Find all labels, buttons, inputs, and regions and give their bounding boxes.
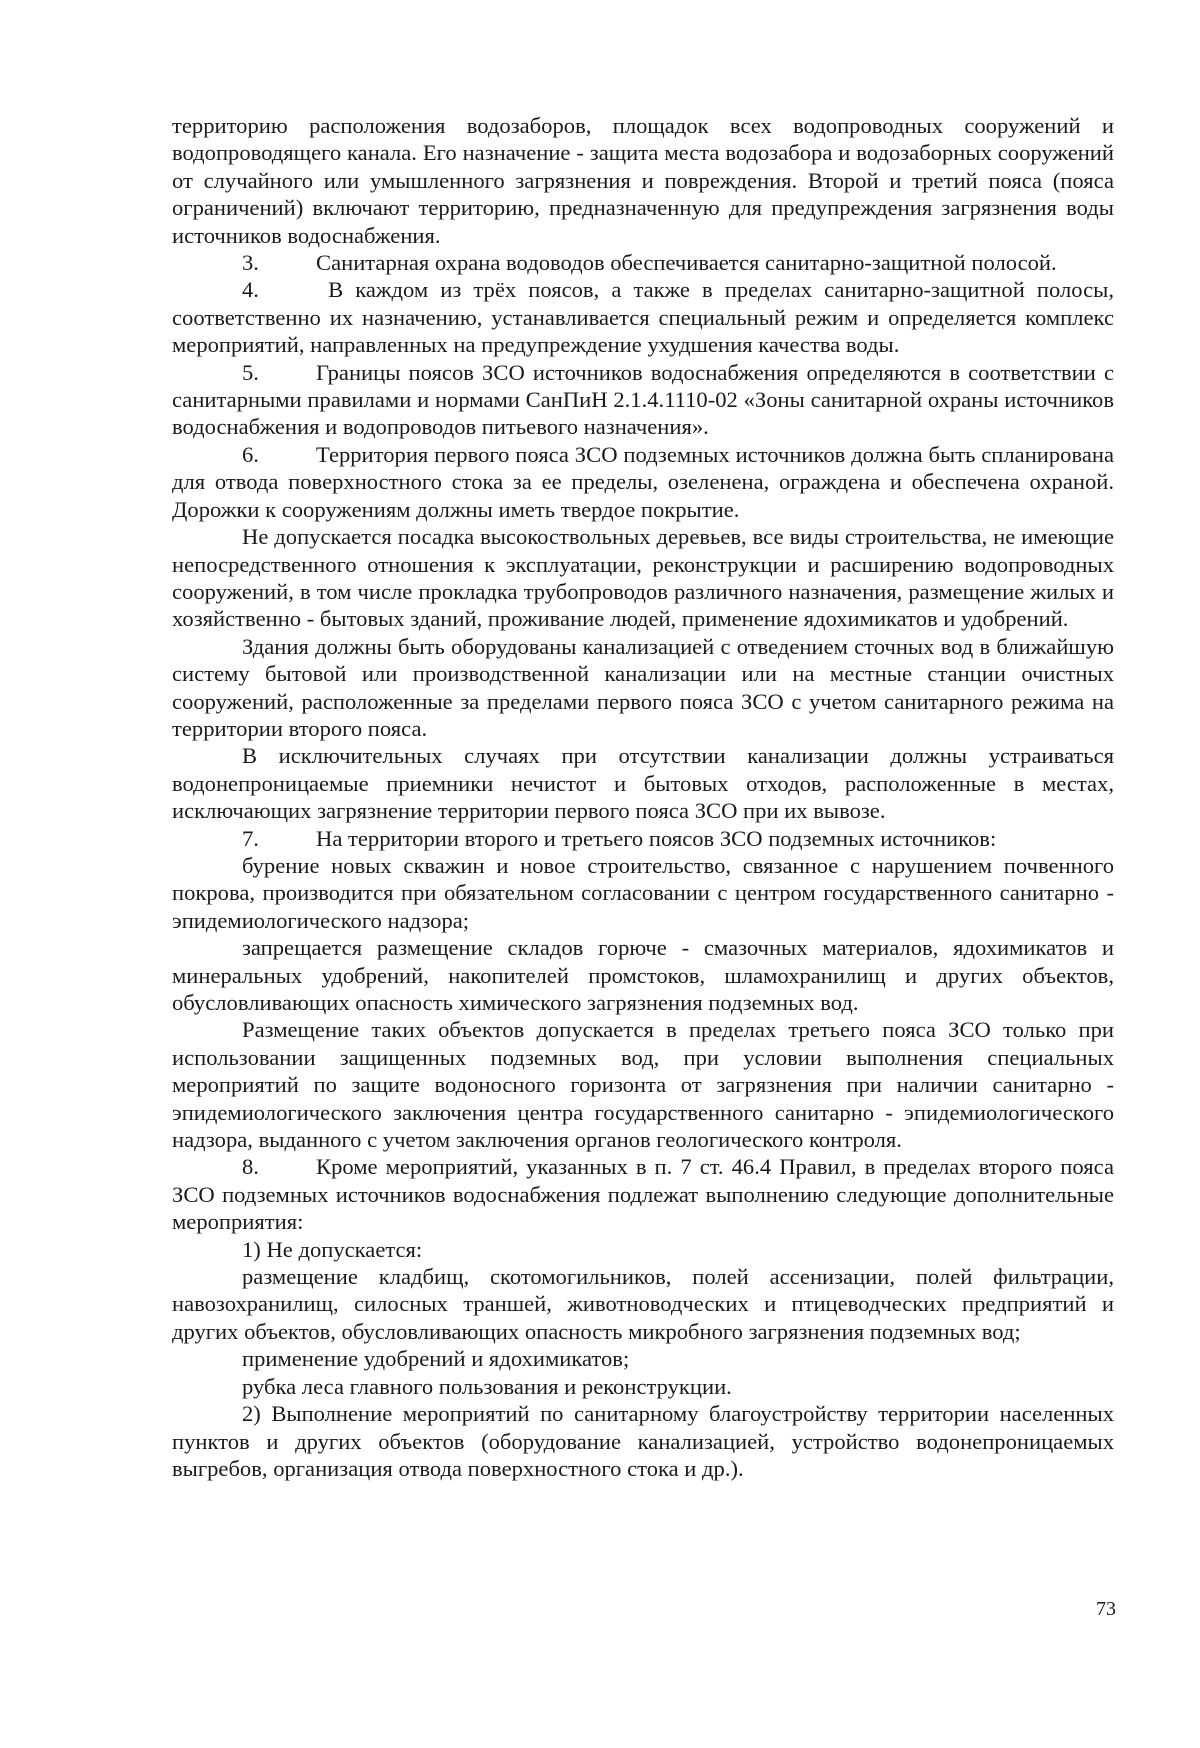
paragraph-fertilizers: применение удобрений и ядохимикатов;: [242, 1346, 630, 1372]
item-number: 3.: [242, 250, 259, 276]
paragraph-item-8: [172, 1153, 1114, 1235]
item-number: 6.: [242, 441, 259, 467]
item-number: 8.: [242, 1154, 259, 1180]
paragraph-no-planting: Не допускается посадка высокоствольных деревьев, все виды строительства, не имеющие непосредственного отношения к эксплуатации, реконструкции и расширению водопроводных сооружений, в том числе прокладка трубопроводов различного назначения, размещение жилых и хозяйственно - бытовых зданий, проживание людей, применение ядохимикатов и удобрений.: [172, 524, 1114, 632]
item-number: 4.: [242, 277, 259, 303]
item-text: Территория первого пояса ЗСО подземных источников должна быть спланирована для отвода поверхностного стока за ее пределы, озеленена, ограждена и обеспечена охраной. Дорожки к сооружениям должны иметь твердое покрытие.: [172, 441, 1114, 522]
item-text: Санитарная охрана водоводов обеспечивается санитарно-защитной полосой.: [316, 250, 1057, 276]
paragraph-cemeteries: размещение кладбищ, скотомогильников, полей ассенизации, полей фильтрации, навозохранилищ, силосных траншей, животноводческих и птицеводческих предприятий и других объектов, обусловливающих опасность микробного загрязнения подземных вод;: [172, 1264, 1114, 1344]
item-text: В каждом из трёх поясов, а также в пределах санитарно-защитной полосы, соответственно их назначению, устанавливается специальный режим и определяется комплекс мероприятий, направленных на предупреждение ухудшения качества воды.: [172, 277, 1114, 358]
item-number: 5.: [242, 359, 259, 385]
paragraph-logging: рубка леса главного пользования и реконструкции.: [242, 1373, 732, 1399]
item-text: На территории второго и третьего поясов ЗСО подземных источников:: [316, 825, 997, 851]
paragraph-item-6: [172, 441, 1114, 523]
paragraph-placement-allowed: Размещение таких объектов допускается в пределах третьего пояса ЗСО только при использовании защищенных подземных вод, при условии выполнения специальных мероприятий по защите водоносного горизонта от загрязнения при наличии санитарно - эпидемиологического заключения центра государственного санитарно - эпидемиологического надзора, выданного с учетом заключения органов геологического контроля.: [172, 1017, 1114, 1153]
paragraph-prohibited-storage: запрещается размещение складов горюче - смазочных материалов, ядохимикатов и минеральных удобрений, накопителей промстоков, шламохранилищ и других объектов, обусловливающих опасность химического загрязнения подземных вод.: [172, 935, 1114, 1015]
paragraph-exceptional-cases: В исключительных случаях при отсутствии канализации должны устраиваться водонепроницаемые приемники нечистот и бытовых отходов, расположенные в местах, исключающих загрязнение территории первого пояса ЗСО при их вывозе.: [172, 743, 1114, 824]
page-number: 73: [1096, 1598, 1116, 1620]
paragraph-not-allowed-heading: 1) Не допускается:: [242, 1236, 423, 1262]
paragraph-item-3: [172, 249, 1114, 276]
paragraph-improvement-measures: 2) Выполнение мероприятий по санитарному благоустройству территории населенных пунктов и других объектов (оборудование канализацией, устройство водонепроницаемых выгребов, организация отвода поверхностного стока и др.).: [172, 1401, 1114, 1481]
item-text: Кроме мероприятий, указанных в п. 7 ст. 46.4 Правил, в пределах второго пояса ЗСО подземных источников водоснабжения подлежат выполнению следующие дополнительные мероприятия:: [172, 1154, 1114, 1235]
paragraph-item-5: [172, 359, 1114, 441]
item-text: Границы поясов ЗСО источников водоснабжения определяются в соответствии с санитарными правилами и нормами СанПиН 2.1.4.1110-02 «Зоны санитарной охраны источников водоснабжения и водопроводов питьевого назначения».: [172, 359, 1114, 440]
paragraph-drilling: бурение новых скважин и новое строительство, связанное с нарушением почвенного покрова, производится при обязательном согласовании с центром государственного санитарно - эпидемиологического надзора;: [172, 852, 1114, 933]
paragraph-sewerage: Здания должны быть оборудованы канализацией с отведением сточных вод в ближайшую систему бытовой или производственной канализации или на местные станции очистных сооружений, расположенные за пределами первого пояса ЗСО с учетом санитарного режима на территории второго пояса.: [172, 633, 1114, 741]
paragraph-intro-continued: территорию расположения водозаборов, площадок всех водопроводных сооружений и водопроводящего канала. Его назначение - защита места водозабора и водозаборных сооружений от случайного или умышленного загрязнения и повреждения. Второй и третий пояса (пояса ограничений) включают территорию, предназначенную для предупреждения загрязнения воды источников водоснабжения.: [172, 113, 1114, 248]
paragraph-item-7: [172, 825, 1114, 852]
item-number: 7.: [242, 825, 259, 851]
paragraph-item-4: [172, 276, 1114, 358]
document-page: [172, 112, 1114, 1482]
